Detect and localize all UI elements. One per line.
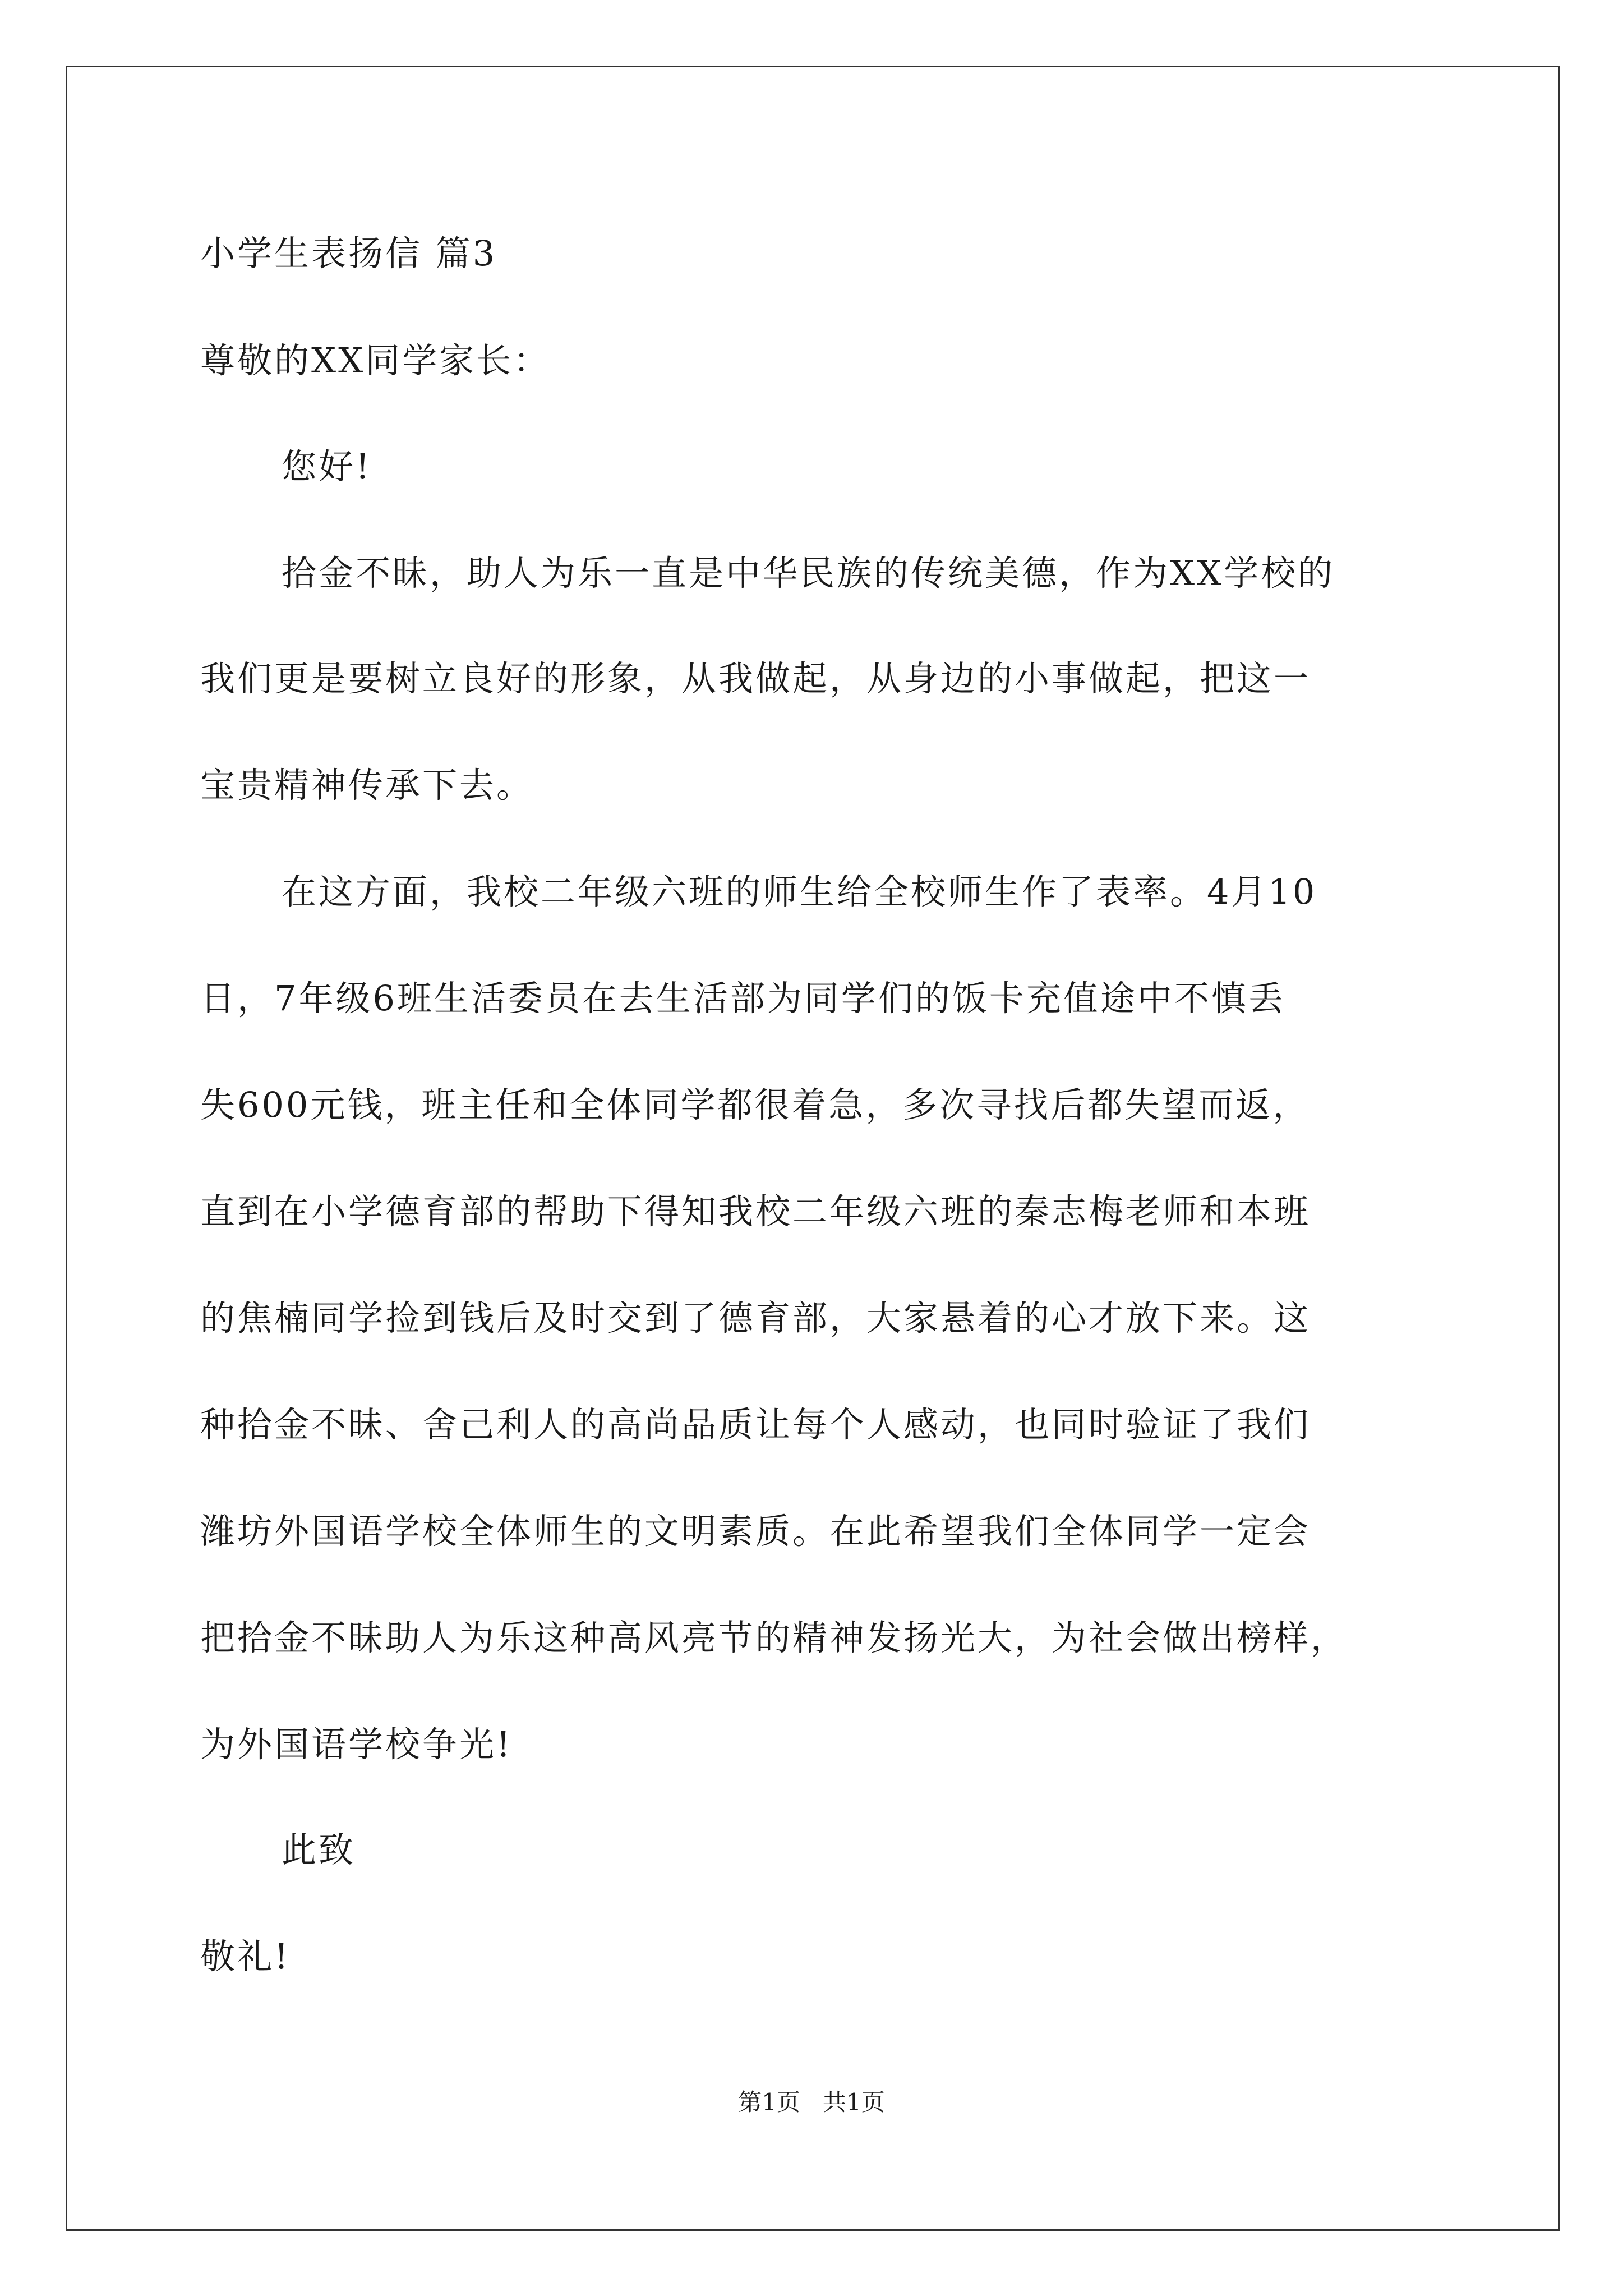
closing-regards: 此致 <box>282 1829 356 1870</box>
body-line: 拾金不昧，助人为乐一直是中华民族的传统美德，作为XX学校的 <box>282 553 1335 593</box>
body-line: 宝贵精神传承下去。 <box>200 765 534 806</box>
body-line: 潍坊外国语学校全体师生的文明素质。在此希望我们全体同学一定会 <box>200 1511 1311 1552</box>
body-line: 在这方面，我校二年级六班的师生给全校师生作了表率。4月10 <box>282 871 1317 912</box>
body-line: 把拾金不昧助人为乐这种高风亮节的精神发扬光大，为社会做出榜样， <box>200 1617 1348 1658</box>
body-line: 直到在小学德育部的帮助下得知我校二年级六班的秦志梅老师和本班 <box>200 1191 1311 1232</box>
body-line: 为外国语学校争光! <box>200 1724 513 1765</box>
greeting: 您好! <box>282 446 372 487</box>
body-line: 的焦楠同学捡到钱后及时交到了德育部，大家悬着的心才放下来。这 <box>200 1297 1311 1338</box>
closing-salute: 敬礼! <box>200 1936 291 1977</box>
salutation: 尊敬的XX同学家长： <box>200 340 551 381</box>
document-title: 小学生表扬信 篇3 <box>200 233 497 274</box>
body-line: 日，7年级6班生活委员在去生活部为同学们的饭卡充值途中不慎丢 <box>200 978 1285 1019</box>
body-line: 我们更是要树立良好的形象，从我做起，从身边的小事做起，把这一 <box>200 658 1311 699</box>
page-border <box>66 66 1560 2231</box>
body-line: 失600元钱，班主任和全体同学都很着急，多次寻找后都失望而返， <box>200 1084 1310 1125</box>
page-footer: 第1页 共1页 <box>738 2088 885 2116</box>
body-line: 种拾金不昧、舍己利人的高尚品质让每个人感动，也同时验证了我们 <box>200 1404 1311 1445</box>
